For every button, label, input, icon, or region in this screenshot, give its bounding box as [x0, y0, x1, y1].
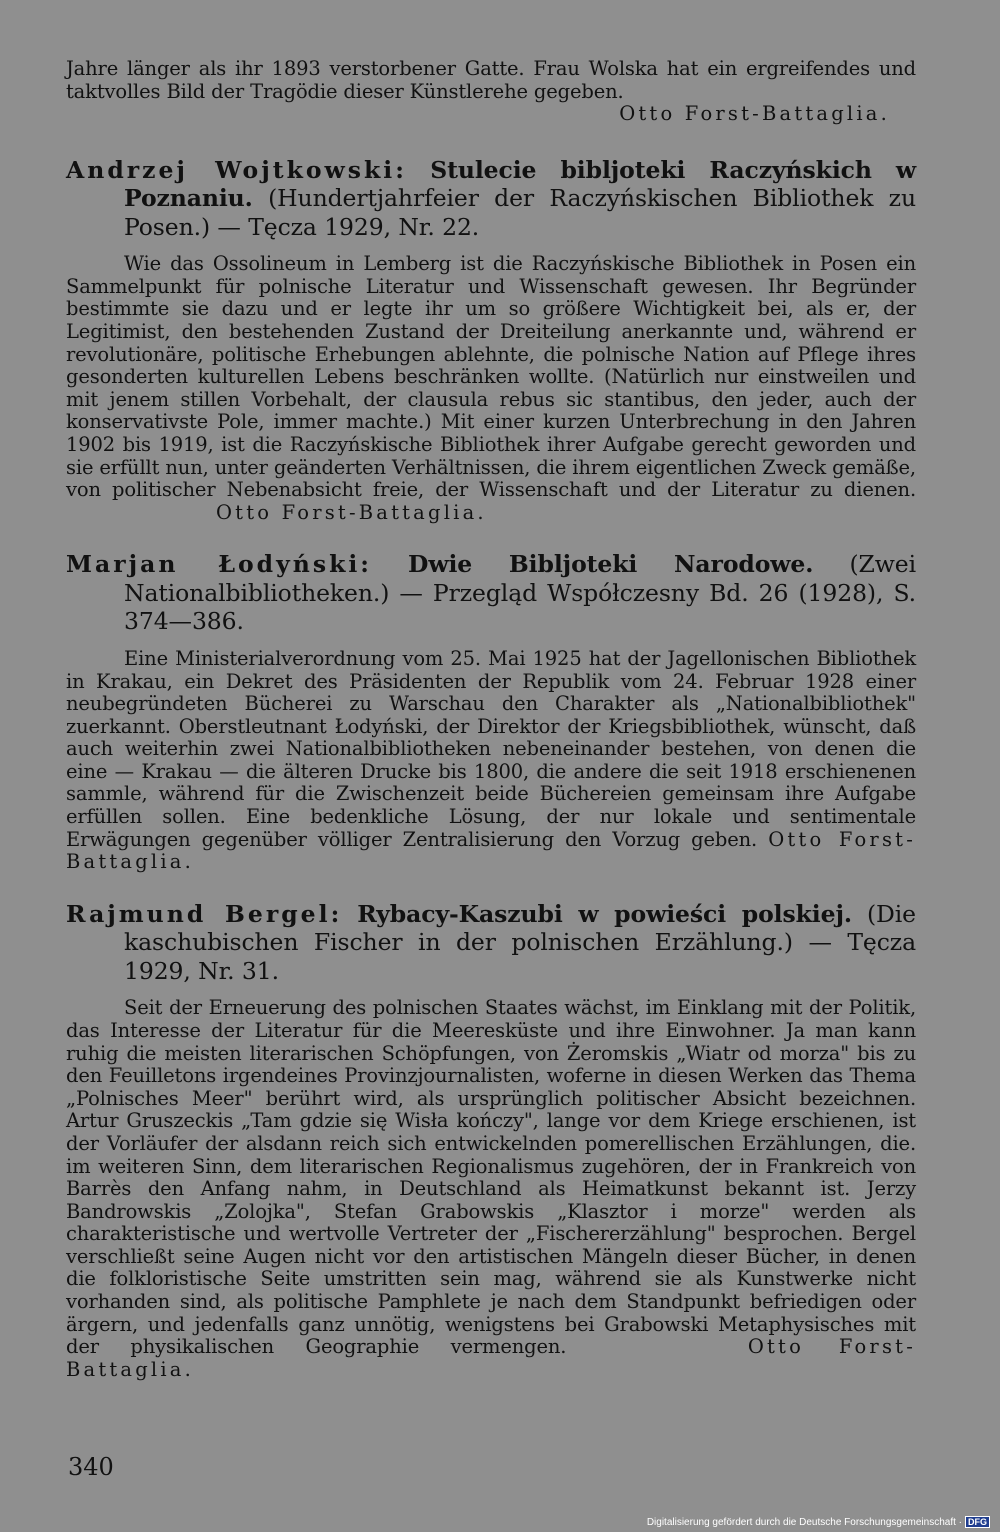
dfg-logo: DFG [965, 1516, 990, 1528]
signature: Otto Forst-Battaglia. [619, 102, 890, 126]
entry-lodynski [66, 550, 916, 873]
entry-continuation [66, 58, 916, 126]
footer-credit [647, 1516, 990, 1528]
signature: Otto Forst-Battaglia. [216, 500, 487, 524]
entry-title: Rybacy-Kaszubi w powieści polskiej. [357, 899, 852, 928]
footer-text: Digitalisierung gefördert durch die Deutsche Forschungsgemeinschaft · [646, 1517, 962, 1528]
author-name: Rajmund Bergel: [66, 899, 343, 928]
entry-citation: (Zwei Nationalbibliotheken.) — Przegląd Współczesny Bd. 26 (1928), S. 374—386. [124, 550, 916, 636]
entry-bergel [66, 900, 916, 1382]
entry-body: Jahre länger als ihr 1893 verstorbener Gatte. Frau Wolska hat ein ergreifendes und taktvolles Bild der Tragödie dieser Künstlerehe gegeben. [66, 57, 916, 103]
entry-body-text: Seit der Erneuerung des polnischen Staates wächst, im Einklang mit der Politik, das Interesse der Literatur für die Meeresküste und ihre Einwohner. Ja man kann ruhig die meisten literarischen Schöpfungen, von Żeromskis „Wiatr od morza" bis zu den Feuilletons irgendeines Provinzjournalisten, woferne in diesen Werken das Thema „Polnisches Meer" berührt wird, als ursprünglich politischer Absicht bezeichnen. Artur Gruszeckis „Tam gdzie się Wisła kończy", lange vor dem Kriege erschienen, ist der Vorläufer der alsdann reich sich entwickelnden pomerellischen Erzählungen, die. im weiteren Sinn, dem literarischen Regionalismus zugehören, der in Frankreich von Barrès den Anfang nahm, in Deutschland als Heimatkunst bekannt ist. Jerzy Bandrowskis „Zolojka", Stefan Grabowskis „Klasztor i morze" werden als charakteristische und wertvolle Vertreter der „Fischererzählung" besprochen. Bergel verschließt seine Augen nicht vor den artistischen Mängeln dieser Bücher, in denen die folkloristische Seite umstritten sein mag, während sie als Kunstwerke nicht vorhanden sind, als politische Pamphlete je nach dem Standpunkt befriedigen oder ärgern, und jedenfalls ganz unnötig, wenigstens bei Grabowski Metaphysisches mit der physikalischen Geographie vermengen. [66, 996, 916, 1359]
author-name: Andrzej Wojtkowski: [66, 155, 407, 184]
entry-body [66, 253, 916, 524]
entry-citation: (Hundertjahrfeier der Raczyńskischen Bibliothek zu Posen.) — Tęcza 1929, Nr. 22. [124, 184, 917, 241]
entry-wojtkowski [66, 156, 916, 525]
entry-heading [66, 550, 916, 636]
signature: Otto Forst-Battaglia. [66, 1335, 916, 1381]
page-number: 340 [68, 1453, 114, 1481]
entry-citation: (Die kaschubischen Fischer in der polnischen Erzählung.) — Tęcza 1929, Nr. 31. [124, 899, 916, 985]
entry-body [66, 997, 916, 1381]
author-name: Marjan Łodyński: [66, 550, 372, 579]
entry-heading [66, 900, 916, 986]
entry-body-text: Eine Ministerialverordnung vom 25. Mai 1925 hat der Jagellonischen Bibliothek in Krakau, ein Dekret des Präsidenten der Republik vom 24. Februar 1928 einer neubegründeten Bücherei zu Warschau den Charakter als „Nationalbibliothek" zuerkannt. Oberstleutnant Łodyński, der Direktor der Kriegsbibliothek, wünscht, daß auch weiterhin zwei Nationalbibliotheken nebeneinander bestehen, von denen die eine — Krakau — die älteren Drucke bis 1800, die andere die seit 1918 erschienenen sammle, während für die Zwischenzeit beide Büchereien gemeinsam ihre Aufgabe erfüllen sollen. Eine bedenkliche Lösung, der nur lokale und sentimentale Erwägungen gegenüber völliger Zentralisierung den Vorzug geben. [66, 646, 916, 851]
entry-title: Stulecie bibljoteki Raczyńskich w Poznaniu. [124, 155, 917, 213]
signature: Otto Forst-Battaglia. [66, 827, 916, 874]
entry-title: Dwie Bibljoteki Narodowe. [408, 550, 814, 579]
page-content [66, 58, 916, 1403]
entry-body [66, 648, 916, 874]
entry-heading [66, 156, 916, 242]
entry-body-text: Wie das Ossolineum in Lemberg ist die Raczyńskische Bibliothek in Posen ein Sammelpunkt für polnische Literatur und Wissenschaft gewesen. Ihr Begründer bestimmte sie dazu und er legte ihr um so größere Wichtigkeit bei, als er, der Legitimist, den bestehenden Zustand der Dreiteilung anerkannte und, während er revolutionäre, politische Erhebungen ablehnte, die polnische Nation auf Pflege ihres gesonderten kulturellen Lebens beschränken wollte. (Natürlich nur einstweilen und mit jenem stillen Vorbehalt, der clausula rebus sic stantibus, den jeder, auch der konservativste Pole, immer machte.) Mit einer kurzen Unterbrechung in den Jahren 1902 bis 1919, ist die Raczyńskische Bibliothek ihrer Aufgabe gerecht geworden und sie erfüllt nun, unter geänderten Verhältnissen, die ihrem eigentlichen Zweck gemäße, von politischer Nebenabsicht freie, der Wissenschaft und der Literatur zu dienen. [66, 252, 916, 502]
